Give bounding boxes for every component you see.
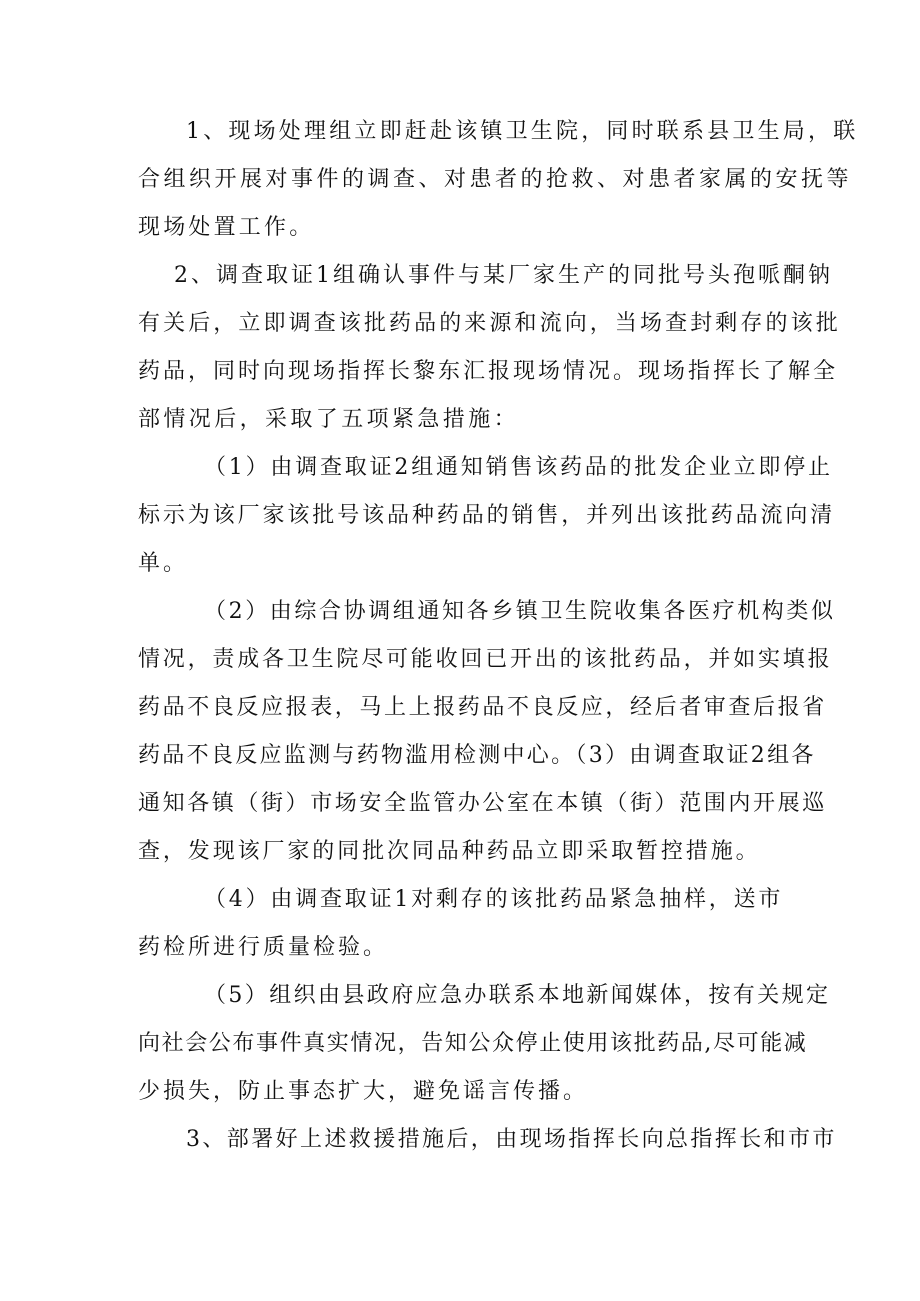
text-line: 标示为该厂家该批号该品种药品的销售，并列出该批药品流向清 — [138, 503, 836, 528]
text-line: 有关后，立即调查该批药品的来源和流向，当场查封剩存的该批 — [138, 311, 841, 336]
text-line: （5）组织由县政府应急办联系本地新闻媒体，按有关规定 — [204, 983, 831, 1008]
text-line: 合组织开展对事件的调查、对患者的抢救、对患者家属的安抚等 — [138, 167, 853, 192]
text-line: 现场处置工作。 — [138, 215, 315, 240]
text-line: （1）由调查取证2组通知销售该药品的批发企业立即停止 — [204, 455, 833, 480]
text-line: 药品不良反应报表，马上上报药品不良反应，经后者审查后报省 — [138, 695, 827, 720]
text-line: （4）由调查取证1对剩存的该批药品紧急抽样，送市 — [204, 887, 784, 912]
text-line: 查，发现该厂家的同批次同品种药品立即采取暂控措施。 — [138, 839, 761, 864]
text-line: 3、部署好上述救援措施后，由现场指挥长向总指挥长和市市 — [186, 1127, 837, 1152]
text-line: 向社会公布事件真实情况，告知公众停止使用该批药品,尽可能减 — [138, 1031, 808, 1056]
text-line: 情况，责成各卫生院尽可能收回已开出的该批药品，并如实填报 — [138, 647, 833, 672]
text-line: 药品不良反应监测与药物滥用检测中心。（3）由调查取证2组各 — [138, 743, 816, 768]
text-line: 2、调查取证1组确认事件与某厂家生产的同批号头孢哌酮钠 — [174, 263, 833, 288]
text-line: 部情况后，采取了五项紧急措施： — [138, 407, 520, 432]
text-line: 药检所进行质量检验。 — [138, 935, 389, 960]
text-line: （2）由综合协调组通知各乡镇卫生院收集各医疗机构类似 — [204, 599, 836, 624]
text-line: 1、现场处理组立即赶赴该镇卫生院，同时联系县卫生局，联 — [186, 119, 859, 144]
text-line: 少损失，防止事态扩大，避免谣言传播。 — [138, 1079, 589, 1104]
text-line: 单。 — [138, 551, 189, 576]
text-line: 药品，同时向现场指挥长黎东汇报现场情况。现场指挥长了解全 — [138, 359, 839, 384]
text-line: 通知各镇（街）市场安全监管办公室在本镇（街）范围内开展巡 — [138, 791, 827, 816]
